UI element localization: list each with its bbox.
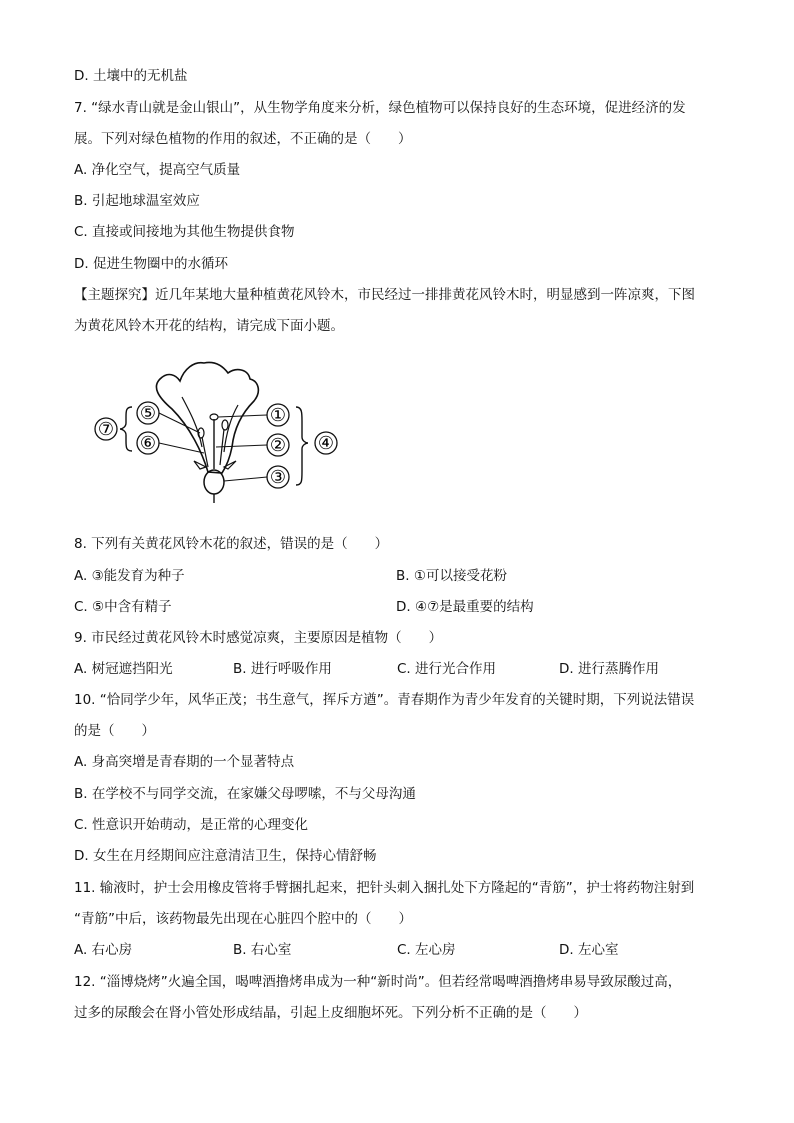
flower-structure-figure — [90, 357, 350, 507]
label-1: ① — [269, 405, 287, 426]
theme-intro-line2: 为黄花风铃木开花的结构，请完成下面小题。 — [74, 318, 344, 334]
q9-option-a: A. 树冠遮挡阳光 — [74, 661, 173, 677]
label-6: ⑥ — [139, 433, 157, 454]
q8-option-d: D. ④⑦是最重要的结构 — [396, 599, 534, 615]
q7-stem-line2: 展。下列对绿色植物的作用的叙述，不正确的是（ ） — [74, 131, 412, 147]
q9-option-b: B. 进行呼吸作用 — [233, 661, 332, 677]
q11-stem-line1: 11. 输液时，护士会用橡皮管将手臂捆扎起来，把针头刺入捆扎处下方隆起的“青筋”，护士将药物注射到 — [74, 880, 695, 896]
q9-option-c: C. 进行光合作用 — [397, 661, 497, 677]
q12-stem-line2: 过多的尿酸会在肾小管处形成结晶，引起上皮细胞坏死。下列分析不正确的是（ ） — [74, 1005, 587, 1021]
q8-option-a: A. ③能发育为种子 — [74, 568, 185, 584]
q11-option-c: C. 左心房 — [397, 942, 456, 958]
q11-option-d: D. 左心室 — [559, 942, 619, 958]
label-2: ② — [269, 435, 287, 456]
q10-option-d: D. 女生在月经期间应注意清洁卫生，保持心情舒畅 — [74, 848, 377, 864]
q10-option-c: C. 性意识开始萌动，是正常的心理变化 — [74, 817, 309, 833]
label-7: ⑦ — [97, 419, 115, 440]
q7-option-c: C. 直接或间接地为其他生物提供食物 — [74, 224, 295, 240]
q11-option-b: B. 右心室 — [233, 942, 292, 958]
label-4: ④ — [317, 433, 335, 454]
q9-option-d: D. 进行蒸腾作用 — [559, 661, 659, 677]
q7-option-d: D. 促进生物圈中的水循环 — [74, 256, 228, 272]
q9-stem: 9. 市民经过黄花风铃木时感觉凉爽，主要原因是植物（ ） — [74, 630, 443, 646]
q10-option-b: B. 在学校不与同学交流，在家嫌父母啰嗦，不与父母沟通 — [74, 786, 416, 802]
label-3: ③ — [269, 467, 287, 488]
q10-option-a: A. 身高突增是青春期的一个显著特点 — [74, 754, 295, 770]
theme-intro-line1: 【主题探究】近几年某地大量种植黄花风铃木，市民经过一排排黄花风铃木时，明显感到一阵凉爽，下图 — [74, 287, 695, 303]
q7-option-a: A. 净化空气，提高空气质量 — [74, 162, 241, 178]
label-5: ⑤ — [139, 403, 157, 424]
q10-stem-line2: 的是（ ） — [74, 723, 155, 739]
q8-option-b: B. ①可以接受花粉 — [396, 568, 507, 584]
q8-stem: 8. 下列有关黄花风铃木花的叙述，错误的是（ ） — [74, 536, 389, 552]
q12-stem-line1: 12. “淄博烧烤”火遍全国，喝啤酒撸烤串成为一种“新时尚”。但若经常喝啤酒撸烤串易导致尿酸过高， — [74, 974, 682, 990]
q10-stem-line1: 10. “恰同学少年，风华正茂；书生意气，挥斥方遒”。青春期作为青少年发育的关键时期，下列说法错误 — [74, 692, 695, 708]
q6-option-d: D. 土壤中的无机盐 — [74, 68, 188, 84]
q7-stem-line1: 7. “绿水青山就是金山银山”，从生物学角度来分析，绿色植物可以保持良好的生态环境，促进经济的发 — [74, 100, 686, 116]
q11-stem-line2: “青筋”中后，该药物最先出现在心脏四个腔中的（ ） — [74, 911, 412, 927]
q8-option-c: C. ⑤中含有精子 — [74, 599, 172, 615]
q7-option-b: B. 引起地球温室效应 — [74, 193, 200, 209]
q11-option-a: A. 右心房 — [74, 942, 133, 958]
